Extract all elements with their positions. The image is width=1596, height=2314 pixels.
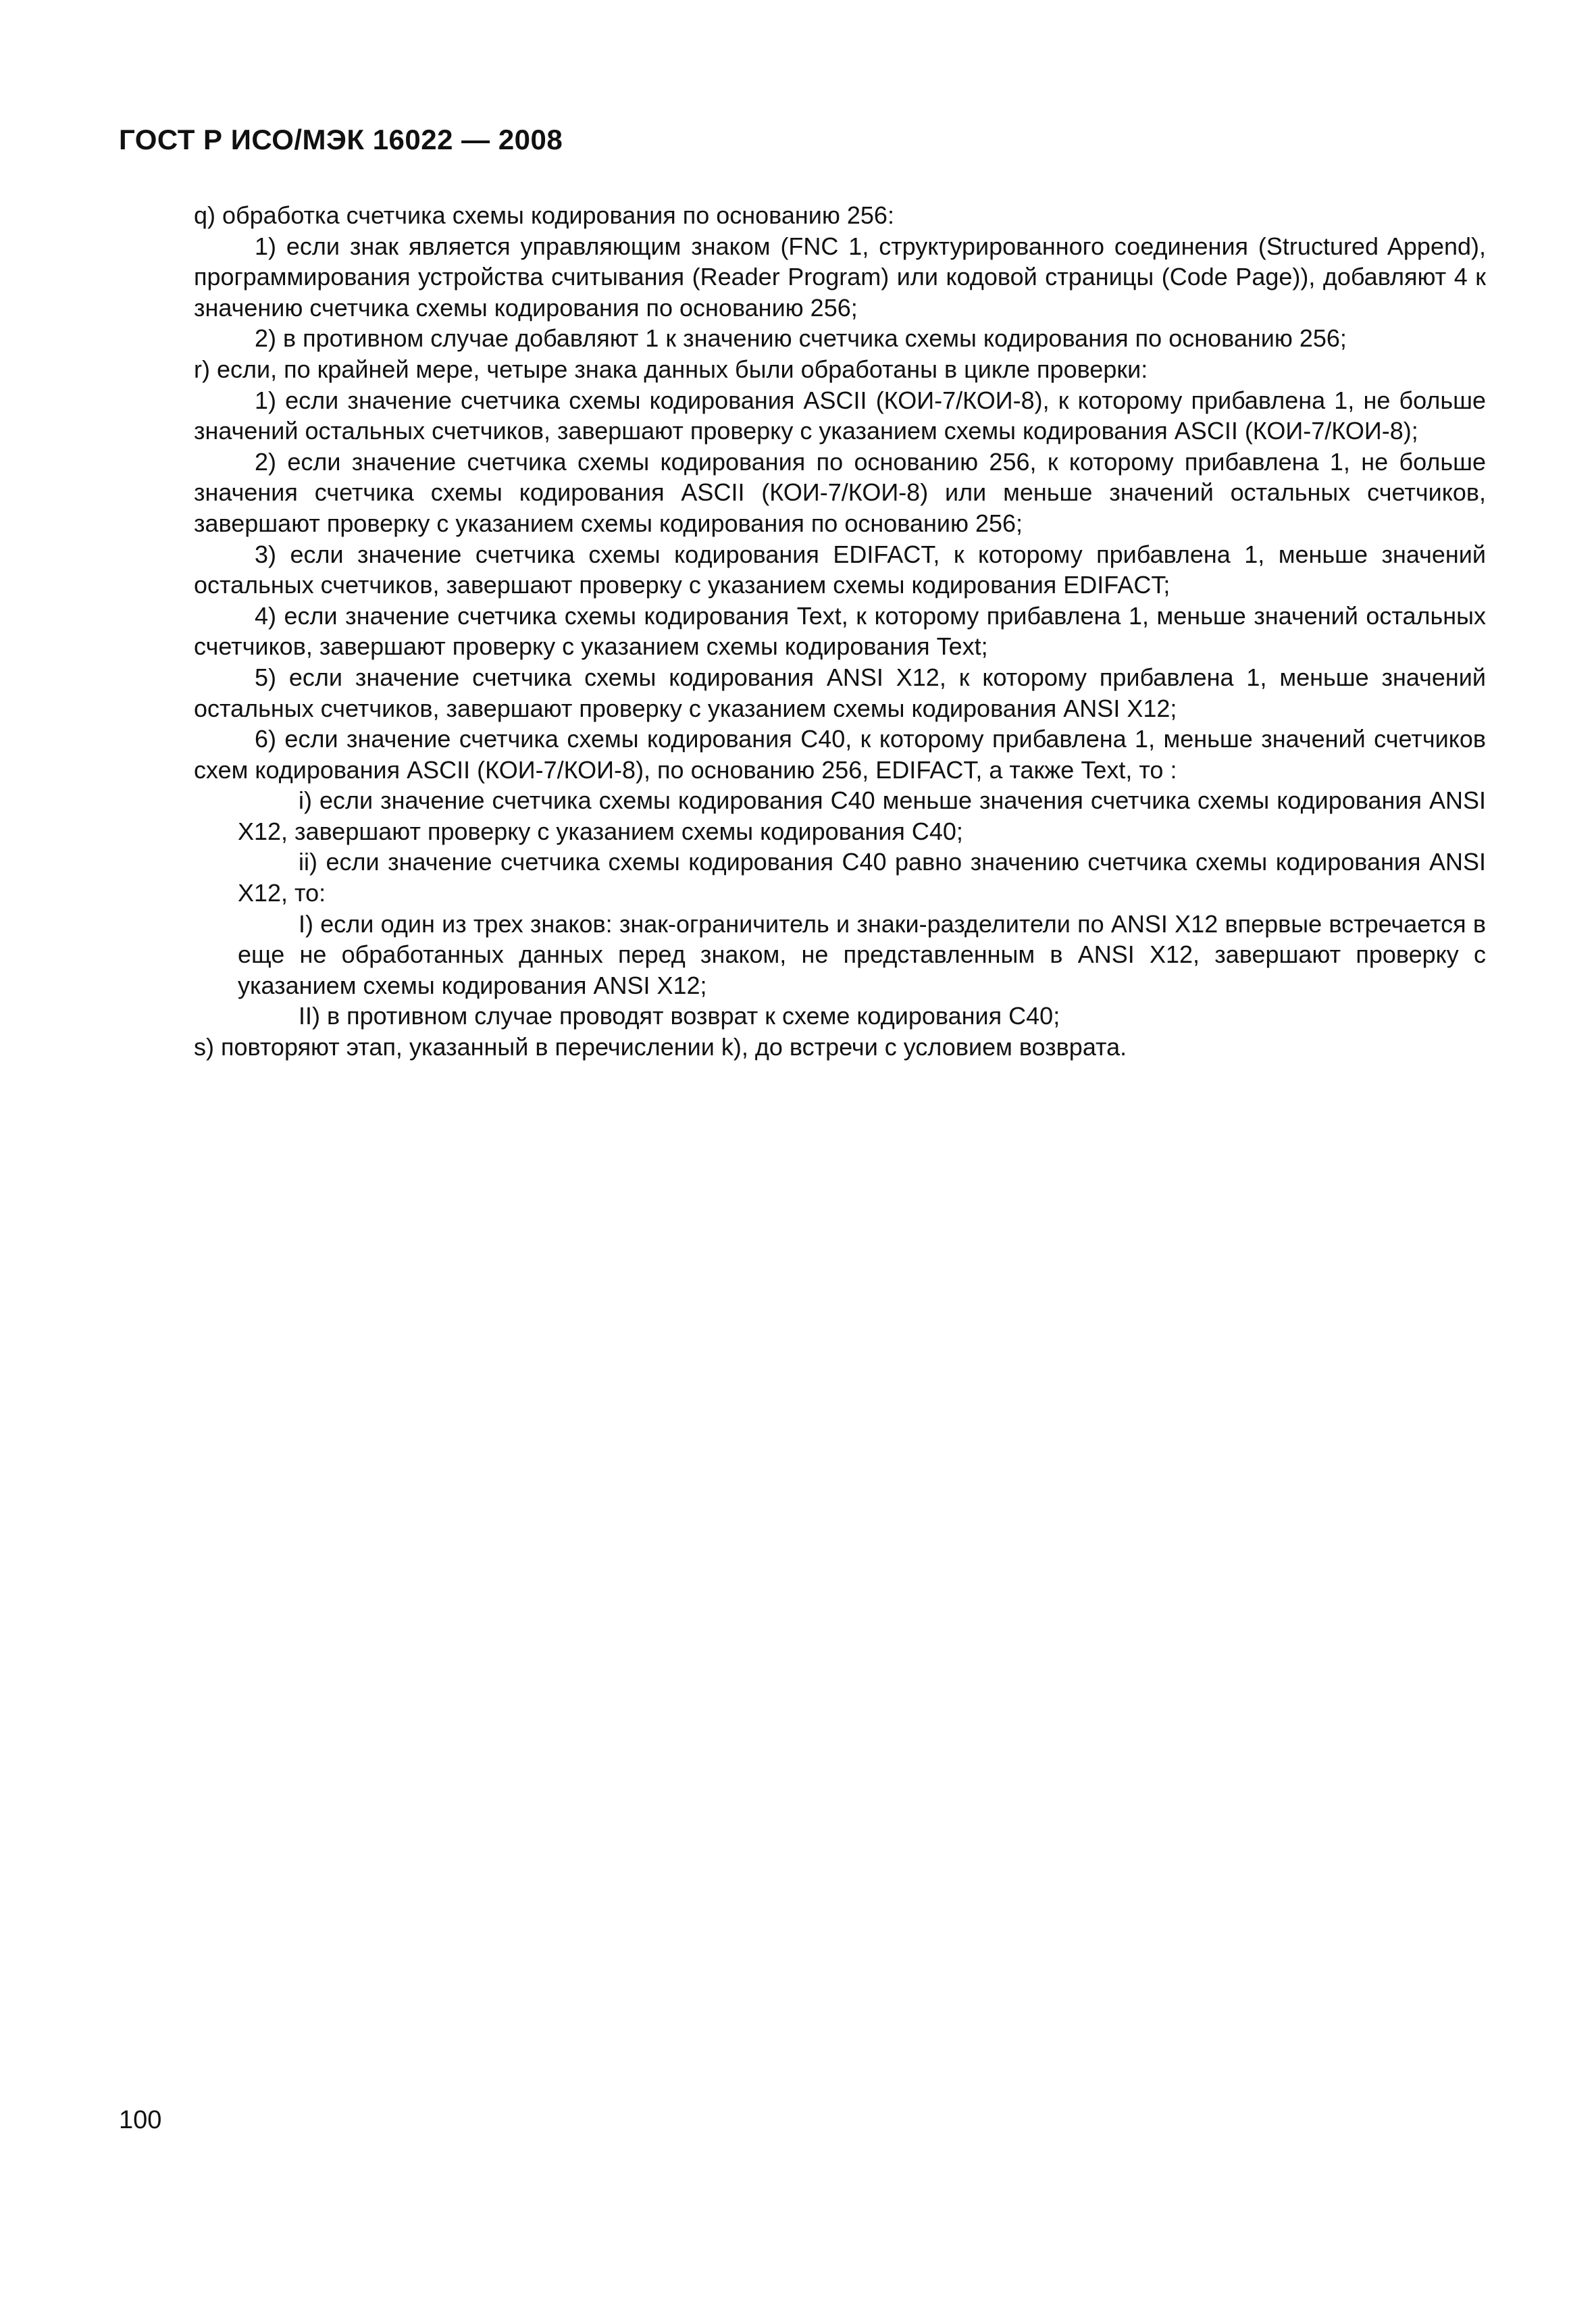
page-number: 100 xyxy=(119,2106,162,2134)
list-item-s: s) повторяют этап, указанный в перечислении k), до встречи с условием возврата. xyxy=(194,1033,1127,1061)
list-item-q: q) обработка счетчика схемы кодирования по основанию 256: xyxy=(194,201,894,229)
document-header: ГОСТ Р ИСО/МЭК 16022 — 2008 xyxy=(119,124,563,155)
list-item-r-1: 1) если значение счетчика схемы кодирования ASCII (КОИ-7/КОИ-8), к которому прибавлена 1, не больше значений остальных счетчиков, завершают проверку с указанием схемы кодирования ASCII (КОИ-7/КОИ-8); xyxy=(194,386,1487,445)
list-item-r-2: 2) если значение счетчика схемы кодирования по основанию 256, к которому прибавлена 1, не больше значения счетчика схемы кодирования ASCII (КОИ-7/КОИ-8) или меньше значений остальных счетчиков, завершают проверку с указанием схемы кодирования по основанию 256; xyxy=(194,447,1486,537)
list-item-q-1: 1) если знак является управляющим знаком (FNC 1, структурированного соединения (Structured Append), программирования устройства считывания (Reader Program) или кодовой страницы (Code Page)), добавляют 4 к значению счетчика схемы кодирования по основанию 256; xyxy=(194,232,1486,322)
list-item-r-6: 6) если значение счетчика схемы кодирования C40, к которому прибавлена 1, меньше значений счетчиков схем кодирования ASCII (КОИ-7/КОИ-8), по основанию 256, EDIFACT, а также Text, то : xyxy=(194,725,1486,784)
list-item-r-3: 3) если значение счетчика схемы кодирования EDIFACT, к которому прибавлена 1, меньше значений остальных счетчиков, завершают проверку с указанием схемы кодирования EDIFACT; xyxy=(194,540,1486,599)
list-item-r-5: 5) если значение счетчика схемы кодирования ANSI X12, к которому прибавлена 1, меньше значений остальных счетчиков, завершают проверку с указанием схемы кодирования ANSI X12; xyxy=(194,663,1486,722)
list-item-r: r) если, по крайней мере, четыре знака данных были обработаны в цикле проверки: xyxy=(194,355,1148,383)
list-item-q-2: 2) в противном случае добавляют 1 к значению счетчика схемы кодирования по основанию 256; xyxy=(255,324,1347,353)
list-item-r-6-ii-I: I) если один из трех знаков: знак-ограничитель и знаки-разделители по ANSI X12 впервые встречается в еще не обработанных данных перед знаком, не представленным в ANSI X12, завершают проверку с указанием схемы кодирования ANSI X12; xyxy=(238,909,1486,999)
list-item-r-6-i: i) если значение счетчика схемы кодирования C40 меньше значения счетчика схемы кодирования ANSI X12, завершают проверку с указанием схемы кодирования C40; xyxy=(238,786,1486,845)
list-item-r-6-ii: ii) если значение счетчика схемы кодирования C40 равно значению счетчика схемы кодирования ANSI X12, то: xyxy=(238,848,1486,907)
document-body xyxy=(194,200,1486,1063)
list-item-r-6-ii-II: II) в противном случае проводят возврат к схеме кодирования C40; xyxy=(299,1002,1060,1030)
list-item-r-4: 4) если значение счетчика схемы кодирования Text, к которому прибавлена 1, меньше значений остальных счетчиков, завершают проверку с указанием схемы кодирования Text; xyxy=(194,601,1486,661)
